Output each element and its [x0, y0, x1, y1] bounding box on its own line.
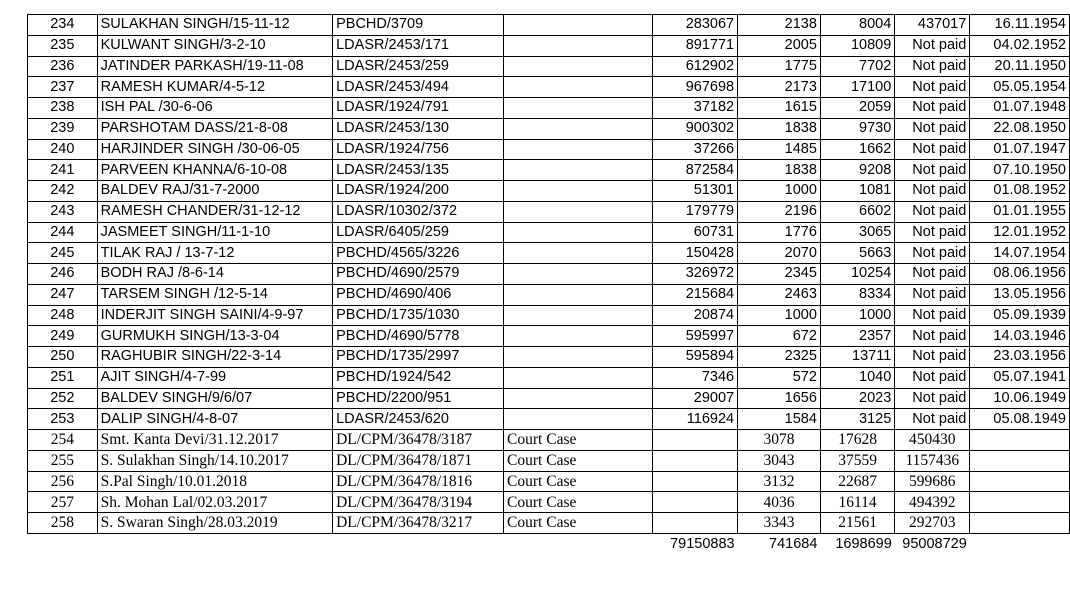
amount-cell: 326972: [653, 264, 738, 285]
table-row: [28, 367, 1070, 388]
total-c5-cell: 741684: [769, 536, 818, 552]
amount-cell: 150428: [653, 243, 738, 264]
pension-cell: 2005: [738, 35, 821, 56]
name-date-cell: Sh. Mohan Lal/02.03.2017: [97, 492, 332, 513]
serial-no-cell: 248: [28, 305, 98, 326]
amount-cell: 612902: [653, 56, 738, 77]
amount-cell: [653, 492, 738, 513]
empty-total-cell: [97, 533, 332, 555]
table-row: [28, 118, 1070, 139]
pension-cell: 1000: [738, 305, 821, 326]
date-cell: 23.03.1956: [970, 347, 1070, 368]
amount-cell: 967698: [653, 77, 738, 98]
arrear-cell: 2023: [820, 388, 894, 409]
remark-cell: [504, 326, 653, 347]
serial-no-cell: 234: [28, 15, 98, 36]
amount-cell: 60731: [653, 222, 738, 243]
amount-cell: 7346: [653, 367, 738, 388]
amount-cell: [653, 450, 738, 471]
remark-cell: [504, 181, 653, 202]
amount-cell: 215684: [653, 284, 738, 305]
arrear-cell: 1000: [820, 305, 894, 326]
arrear-cell: 22687: [820, 471, 894, 492]
name-date-cell: PARVEEN KHANNA/6-10-08: [97, 160, 332, 181]
payment-cell: Not paid: [895, 409, 970, 430]
amount-cell: 20874: [653, 305, 738, 326]
remark-cell: Court Case: [504, 513, 653, 534]
name-date-cell: RAMESH KUMAR/4-5-12: [97, 77, 332, 98]
name-date-cell: TILAK RAJ / 13-7-12: [97, 243, 332, 264]
arrear-cell: 10254: [820, 264, 894, 285]
date-cell: 13.05.1956: [970, 284, 1070, 305]
pension-cell: 2196: [738, 201, 821, 222]
serial-no-cell: 251: [28, 367, 98, 388]
totals-row: [28, 533, 1070, 555]
ppo-number-cell: DL/CPM/36478/3187: [333, 430, 504, 451]
total-c7-cell: 95008729: [902, 536, 967, 552]
empty-total-cell: [970, 533, 1070, 555]
date-cell: 20.11.1950: [970, 56, 1070, 77]
name-date-cell: GURMUKH SINGH/13-3-04: [97, 326, 332, 347]
table-row: [28, 181, 1070, 202]
table-row: [28, 15, 1070, 36]
payment-cell: Not paid: [895, 284, 970, 305]
arrear-cell: 1081: [820, 181, 894, 202]
name-date-cell: SULAKHAN SINGH/15-11-12: [97, 15, 332, 36]
pension-cell: 2345: [738, 264, 821, 285]
name-date-cell: DALIP SINGH/4-8-07: [97, 409, 332, 430]
arrear-cell: 2357: [820, 326, 894, 347]
table-row: [28, 56, 1070, 77]
remark-cell: [504, 160, 653, 181]
remark-cell: [504, 98, 653, 119]
name-date-cell: S. Swaran Singh/28.03.2019: [97, 513, 332, 534]
serial-no-cell: 252: [28, 388, 98, 409]
ppo-number-cell: LDASR/1924/791: [333, 98, 504, 119]
amount-cell: [653, 471, 738, 492]
pension-cell: 1775: [738, 56, 821, 77]
date-cell: [970, 450, 1070, 471]
ppo-number-cell: PBCHD/4690/5778: [333, 326, 504, 347]
amount-cell: 891771: [653, 35, 738, 56]
pension-cell: 3043: [738, 450, 821, 471]
table-row: [28, 160, 1070, 181]
date-cell: 14.07.1954: [970, 243, 1070, 264]
date-cell: 08.06.1956: [970, 264, 1070, 285]
date-cell: 22.08.1950: [970, 118, 1070, 139]
ppo-number-cell: PBCHD/4690/2579: [333, 264, 504, 285]
pension-table: [27, 14, 1070, 555]
date-cell: 10.06.1949: [970, 388, 1070, 409]
ppo-number-cell: PBCHD/1735/1030: [333, 305, 504, 326]
name-date-cell: BODH RAJ /8-6-14: [97, 264, 332, 285]
serial-no-cell: 253: [28, 409, 98, 430]
date-cell: 04.02.1952: [970, 35, 1070, 56]
name-date-cell: BALDEV SINGH/9/6/07: [97, 388, 332, 409]
name-date-cell: AJIT SINGH/4-7-99: [97, 367, 332, 388]
arrear-cell: 6602: [820, 201, 894, 222]
serial-no-cell: 245: [28, 243, 98, 264]
pension-cell: 672: [738, 326, 821, 347]
table-row: [28, 305, 1070, 326]
payment-cell: 437017: [895, 15, 970, 36]
total-c6-cell: 1698699: [835, 536, 892, 552]
serial-no-cell: 243: [28, 201, 98, 222]
table-row: [28, 264, 1070, 285]
ppo-number-cell: LDASR/2453/259: [333, 56, 504, 77]
table-row: [28, 139, 1070, 160]
remark-cell: [504, 201, 653, 222]
ppo-number-cell: LDASR/2453/494: [333, 77, 504, 98]
ppo-number-cell: PBCHD/1924/542: [333, 367, 504, 388]
ppo-number-cell: DL/CPM/36478/3217: [333, 513, 504, 534]
name-date-cell: PARSHOTAM DASS/21-8-08: [97, 118, 332, 139]
pension-cell: 2138: [738, 15, 821, 36]
serial-no-cell: 256: [28, 471, 98, 492]
date-cell: 01.07.1947: [970, 139, 1070, 160]
serial-no-cell: 254: [28, 430, 98, 451]
serial-no-cell: 250: [28, 347, 98, 368]
remark-cell: [504, 347, 653, 368]
name-date-cell: HARJINDER SINGH /30-06-05: [97, 139, 332, 160]
date-cell: 05.05.1954: [970, 77, 1070, 98]
remark-cell: [504, 222, 653, 243]
amount-cell: 595894: [653, 347, 738, 368]
date-cell: [970, 513, 1070, 534]
pension-cell: 1584: [738, 409, 821, 430]
table-row: [28, 492, 1070, 513]
pension-cell: 2325: [738, 347, 821, 368]
amount-cell: 116924: [653, 409, 738, 430]
payment-cell: Not paid: [895, 98, 970, 119]
amount-cell: 283067: [653, 15, 738, 36]
table-row: [28, 450, 1070, 471]
remark-cell: [504, 409, 653, 430]
amount-cell: 37182: [653, 98, 738, 119]
ppo-number-cell: LDASR/6405/259: [333, 222, 504, 243]
arrear-cell: 17628: [820, 430, 894, 451]
date-cell: [970, 492, 1070, 513]
ppo-number-cell: PBCHD/3709: [333, 15, 504, 36]
pension-cell: 3132: [738, 471, 821, 492]
ppo-number-cell: DL/CPM/36478/3194: [333, 492, 504, 513]
serial-no-cell: 240: [28, 139, 98, 160]
empty-total-cell: [333, 533, 504, 555]
remark-cell: [504, 243, 653, 264]
date-cell: 01.01.1955: [970, 201, 1070, 222]
table-row: [28, 35, 1070, 56]
arrear-cell: 3125: [820, 409, 894, 430]
pension-cell: 1838: [738, 118, 821, 139]
serial-no-cell: 247: [28, 284, 98, 305]
arrear-cell: 16114: [820, 492, 894, 513]
arrear-cell: 9730: [820, 118, 894, 139]
payment-cell: Not paid: [895, 139, 970, 160]
ppo-number-cell: LDASR/1924/200: [333, 181, 504, 202]
payment-cell: Not paid: [895, 56, 970, 77]
arrear-cell: 7702: [820, 56, 894, 77]
date-cell: 07.10.1950: [970, 160, 1070, 181]
amount-cell: 595997: [653, 326, 738, 347]
pension-cell: 2173: [738, 77, 821, 98]
name-date-cell: S. Sulakhan Singh/14.10.2017: [97, 450, 332, 471]
date-cell: 12.01.1952: [970, 222, 1070, 243]
name-date-cell: Smt. Kanta Devi/31.12.2017: [97, 430, 332, 451]
table-row: [28, 430, 1070, 451]
ppo-number-cell: DL/CPM/36478/1871: [333, 450, 504, 471]
payment-cell: Not paid: [895, 367, 970, 388]
remark-cell: [504, 264, 653, 285]
serial-no-cell: 236: [28, 56, 98, 77]
payment-cell: Not paid: [895, 243, 970, 264]
payment-cell: Not paid: [895, 326, 970, 347]
name-date-cell: TARSEM SINGH /12-5-14: [97, 284, 332, 305]
pension-cell: 1838: [738, 160, 821, 181]
arrear-cell: 17100: [820, 77, 894, 98]
payment-cell: Not paid: [895, 35, 970, 56]
remark-cell: [504, 367, 653, 388]
serial-no-cell: 237: [28, 77, 98, 98]
serial-no-cell: 258: [28, 513, 98, 534]
amount-cell: 179779: [653, 201, 738, 222]
payment-cell: Not paid: [895, 388, 970, 409]
table-row: [28, 284, 1070, 305]
pension-cell: 2463: [738, 284, 821, 305]
name-date-cell: RAMESH CHANDER/31-12-12: [97, 201, 332, 222]
pension-cell: 1656: [738, 388, 821, 409]
serial-no-cell: 257: [28, 492, 98, 513]
name-date-cell: INDERJIT SINGH SAINI/4-9-97: [97, 305, 332, 326]
ppo-number-cell: LDASR/1924/756: [333, 139, 504, 160]
payment-cell: 494392: [895, 492, 970, 513]
remark-cell: [504, 118, 653, 139]
arrear-cell: 8334: [820, 284, 894, 305]
payment-cell: Not paid: [895, 305, 970, 326]
payment-cell: Not paid: [895, 181, 970, 202]
arrear-cell: 1662: [820, 139, 894, 160]
amount-cell: [653, 430, 738, 451]
ppo-number-cell: LDASR/2453/130: [333, 118, 504, 139]
date-cell: 14.03.1946: [970, 326, 1070, 347]
name-date-cell: KULWANT SINGH/3-2-10: [97, 35, 332, 56]
name-date-cell: S.Pal Singh/10.01.2018: [97, 471, 332, 492]
ppo-number-cell: PBCHD/4690/406: [333, 284, 504, 305]
amount-cell: 872584: [653, 160, 738, 181]
serial-no-cell: 238: [28, 98, 98, 119]
serial-no-cell: 242: [28, 181, 98, 202]
serial-no-cell: 241: [28, 160, 98, 181]
arrear-cell: 1040: [820, 367, 894, 388]
pension-cell: 2070: [738, 243, 821, 264]
amount-cell: 51301: [653, 181, 738, 202]
table-row: [28, 222, 1070, 243]
table-row: [28, 409, 1070, 430]
date-cell: 01.08.1952: [970, 181, 1070, 202]
serial-no-cell: 244: [28, 222, 98, 243]
remark-cell: [504, 305, 653, 326]
total-c4-cell: 79150883: [670, 536, 735, 552]
arrear-cell: 21561: [820, 513, 894, 534]
ppo-number-cell: LDASR/2453/171: [333, 35, 504, 56]
remark-cell: Court Case: [504, 450, 653, 471]
table-row: [28, 201, 1070, 222]
arrear-cell: 9208: [820, 160, 894, 181]
pension-cell: 1000: [738, 181, 821, 202]
ppo-number-cell: DL/CPM/36478/1816: [333, 471, 504, 492]
arrear-cell: 10809: [820, 35, 894, 56]
arrear-cell: 5663: [820, 243, 894, 264]
payment-cell: Not paid: [895, 201, 970, 222]
pension-cell: 1485: [738, 139, 821, 160]
payment-cell: Not paid: [895, 77, 970, 98]
payment-cell: 292703: [895, 513, 970, 534]
amount-cell: 900302: [653, 118, 738, 139]
pension-cell: 4036: [738, 492, 821, 513]
arrear-cell: 37559: [820, 450, 894, 471]
remark-cell: [504, 35, 653, 56]
table-row: [28, 513, 1070, 534]
name-date-cell: ISH PAL /30-6-06: [97, 98, 332, 119]
name-date-cell: JASMEET SINGH/11-1-10: [97, 222, 332, 243]
empty-total-cell: [28, 533, 98, 555]
serial-no-cell: 235: [28, 35, 98, 56]
date-cell: 05.07.1941: [970, 367, 1070, 388]
remark-cell: [504, 388, 653, 409]
date-cell: 16.11.1954: [970, 15, 1070, 36]
date-cell: 05.08.1949: [970, 409, 1070, 430]
ppo-number-cell: LDASR/2453/620: [333, 409, 504, 430]
remark-cell: [504, 56, 653, 77]
date-cell: 05.09.1939: [970, 305, 1070, 326]
arrear-cell: 3065: [820, 222, 894, 243]
payment-cell: Not paid: [895, 160, 970, 181]
payment-cell: Not paid: [895, 222, 970, 243]
name-date-cell: JATINDER PARKASH/19-11-08: [97, 56, 332, 77]
arrear-cell: 8004: [820, 15, 894, 36]
table-row: [28, 98, 1070, 119]
empty-total-cell: [504, 533, 653, 555]
table-row: [28, 243, 1070, 264]
amount-cell: [653, 513, 738, 534]
table-row: [28, 326, 1070, 347]
payment-cell: Not paid: [895, 347, 970, 368]
arrear-cell: 13711: [820, 347, 894, 368]
table-row: [28, 77, 1070, 98]
remark-cell: Court Case: [504, 492, 653, 513]
payment-cell: 599686: [895, 471, 970, 492]
ppo-number-cell: PBCHD/1735/2997: [333, 347, 504, 368]
ppo-number-cell: PBCHD/4565/3226: [333, 243, 504, 264]
remark-cell: Court Case: [504, 430, 653, 451]
date-cell: [970, 430, 1070, 451]
ppo-number-cell: LDASR/2453/135: [333, 160, 504, 181]
date-cell: 01.07.1948: [970, 98, 1070, 119]
table-row: [28, 471, 1070, 492]
remark-cell: Court Case: [504, 471, 653, 492]
ppo-number-cell: LDASR/10302/372: [333, 201, 504, 222]
serial-no-cell: 249: [28, 326, 98, 347]
remark-cell: [504, 15, 653, 36]
arrear-cell: 2059: [820, 98, 894, 119]
payment-cell: Not paid: [895, 264, 970, 285]
amount-cell: 37266: [653, 139, 738, 160]
table-row: [28, 347, 1070, 368]
pension-cell: 3343: [738, 513, 821, 534]
pension-cell: 1615: [738, 98, 821, 119]
name-date-cell: BALDEV RAJ/31-7-2000: [97, 181, 332, 202]
remark-cell: [504, 77, 653, 98]
date-cell: [970, 471, 1070, 492]
serial-no-cell: 246: [28, 264, 98, 285]
payment-cell: 450430: [895, 430, 970, 451]
remark-cell: [504, 284, 653, 305]
name-date-cell: RAGHUBIR SINGH/22-3-14: [97, 347, 332, 368]
serial-no-cell: 239: [28, 118, 98, 139]
payment-cell: 1157436: [895, 450, 970, 471]
table-row: [28, 388, 1070, 409]
payment-cell: Not paid: [895, 118, 970, 139]
table-body: [28, 15, 1070, 556]
amount-cell: 29007: [653, 388, 738, 409]
serial-no-cell: 255: [28, 450, 98, 471]
remark-cell: [504, 139, 653, 160]
pension-cell: 1776: [738, 222, 821, 243]
pension-cell: 572: [738, 367, 821, 388]
ppo-number-cell: PBCHD/2200/951: [333, 388, 504, 409]
pension-cell: 3078: [738, 430, 821, 451]
